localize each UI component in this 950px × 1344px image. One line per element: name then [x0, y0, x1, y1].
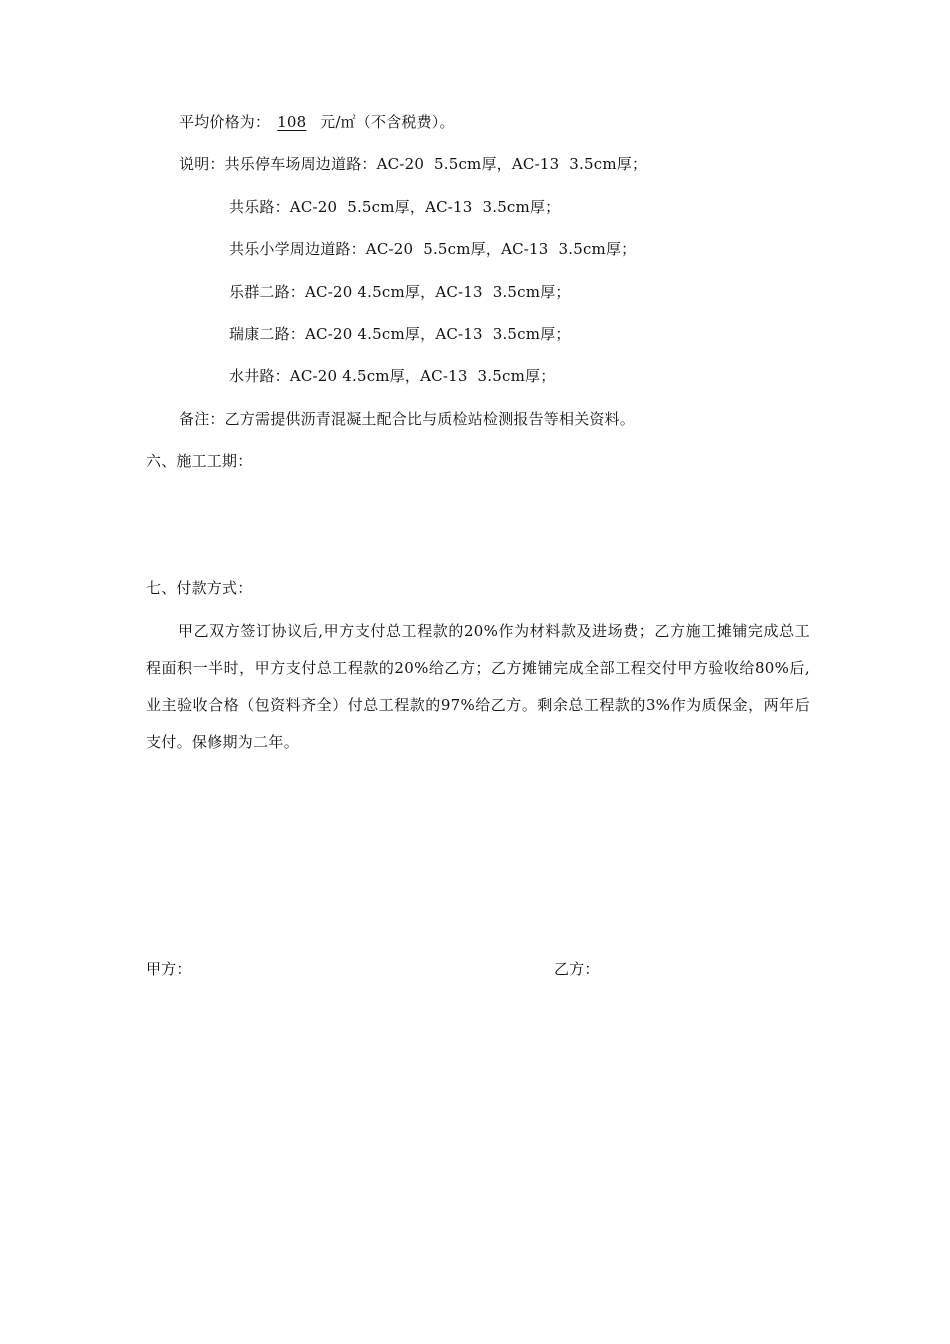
average-price-unit: 元/㎡（不含税费）。	[320, 113, 455, 131]
average-price-line	[179, 112, 455, 132]
road-spec-line: 共乐小学周边道路：AC-20 5.5cm厚，AC-13 3.5cm厚；	[229, 240, 637, 258]
section-6-heading: 六、施工工期：	[146, 452, 253, 470]
average-price-label: 平均价格为：	[179, 113, 271, 131]
description-first-line: 说明：共乐停车场周边道路：AC-20 5.5cm厚，AC-13 3.5cm厚；	[179, 155, 648, 173]
remark-line: 备注：乙方需提供沥青混凝土配合比与质检站检测报告等相关资料。	[179, 410, 636, 428]
payment-terms-paragraph: 甲乙双方签订协议后,甲方支付总工程款的20%作为材料款及进场费；乙方施工摊铺完成总工程面积一半时，甲方支付总工程款的20%给乙方；乙方摊铺完成全部工程交付甲方验收给80%后,业主验收合格（包资料齐全）付总工程款的97%给乙方。剩余总工程款的3%作为质保金，两年后支付。保修期为二年。	[146, 622, 810, 751]
road-spec-line: 水井路：AC-20 4.5cm厚，AC-13 3.5cm厚；	[229, 367, 556, 385]
party-a-signature-label: 甲方：	[146, 960, 192, 978]
average-price-value: 108	[277, 113, 307, 131]
section-7-heading: 七、付款方式：	[146, 579, 253, 597]
party-b-signature-label: 乙方：	[554, 960, 600, 978]
road-spec-line: 瑞康二路：AC-20 4.5cm厚，AC-13 3.5cm厚；	[229, 325, 571, 343]
road-spec-line: 乐群二路：AC-20 4.5cm厚，AC-13 3.5cm厚；	[229, 283, 571, 301]
road-spec-line: 共乐路：AC-20 5.5cm厚，AC-13 3.5cm厚；	[229, 198, 561, 216]
